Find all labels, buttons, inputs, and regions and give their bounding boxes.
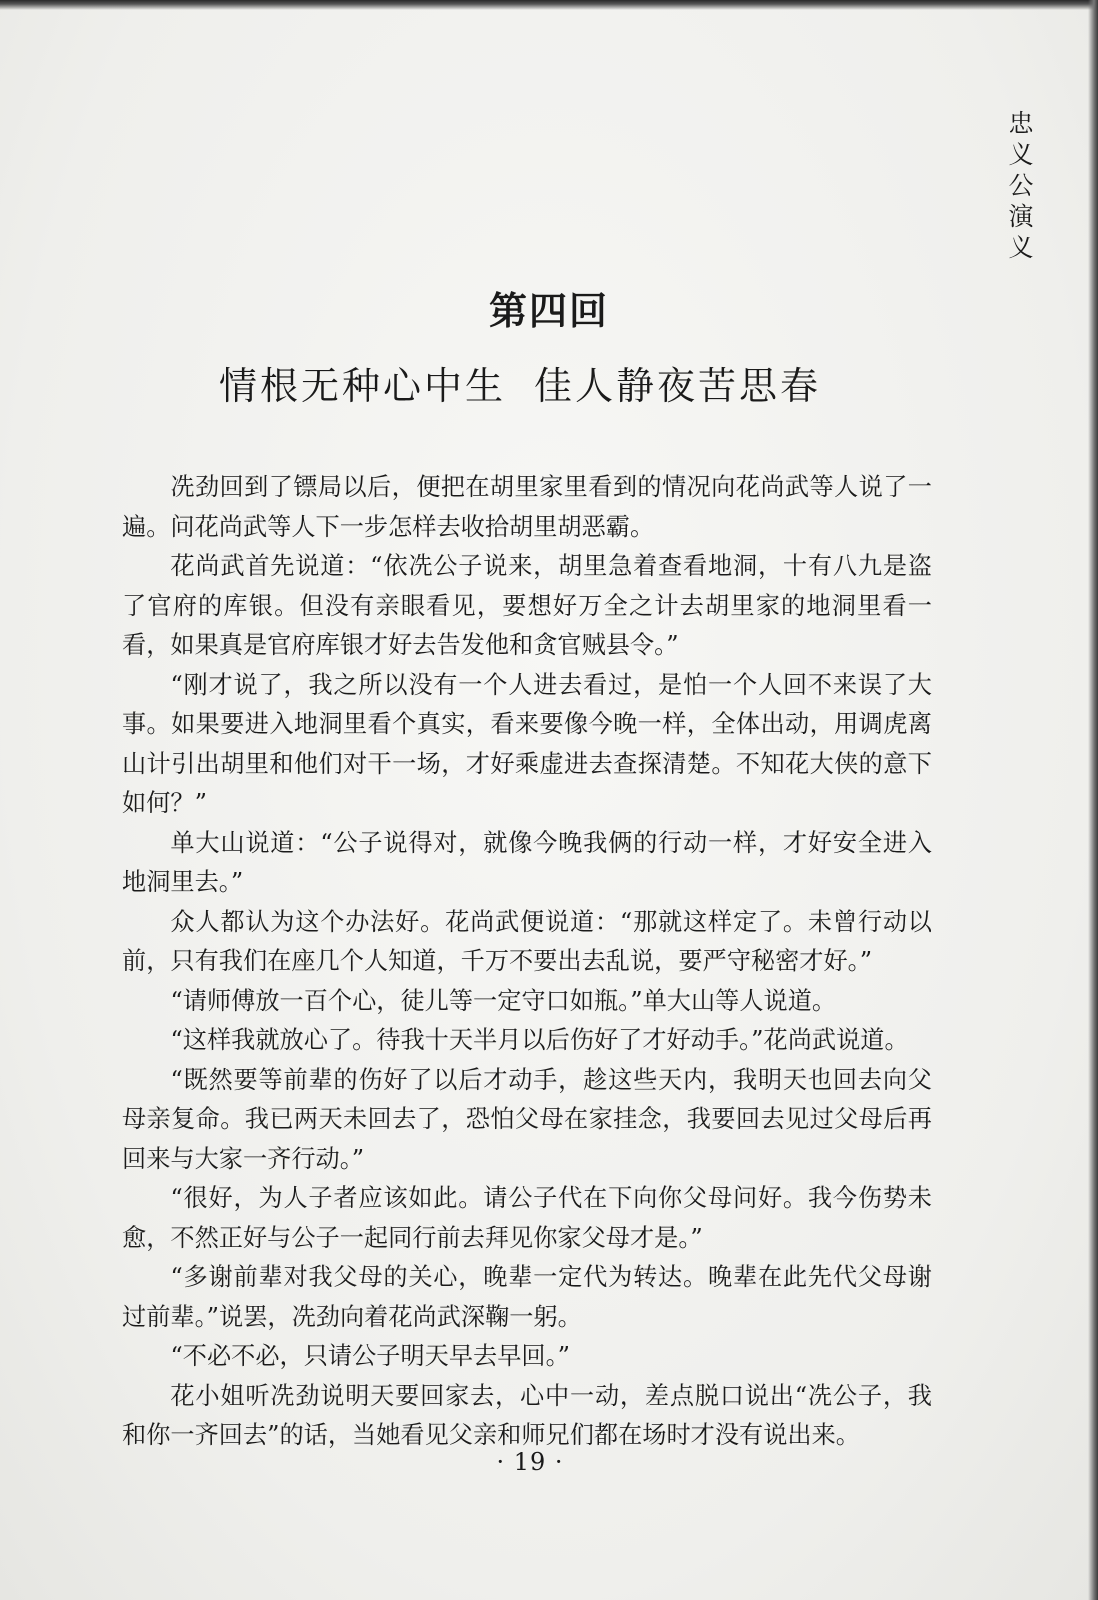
running-head: 忠义公演义 bbox=[1008, 109, 1034, 262]
paragraph: 冼劲回到了镖局以后，便把在胡里家里看到的情况向花尚武等人说了一遍。问花尚武等人下一步怎样去收拾胡里胡恶霸。 bbox=[122, 473, 932, 541]
body-text bbox=[122, 468, 932, 1456]
paragraph: “请师傅放一百个心，徒儿等一定守口如瓶。”单大山等人说道。 bbox=[170, 986, 837, 1015]
page-number: · 19 · bbox=[496, 1448, 564, 1476]
paragraph: “既然要等前辈的伤好了以后才动手，趁这些天内，我明天也回去向父母亲复命。我已两天未回去了，恐怕父母在家挂念，我要回去见过父母后再回来与大家一齐行动。” bbox=[122, 1065, 932, 1173]
chapter-title-part-1: 情根无种心中生 bbox=[218, 364, 506, 408]
paragraph: “多谢前辈对我父母的关心，晚辈一定代为转达。晚辈在此先代父母谢过前辈。”说罢，冼劲向着花尚武深鞠一躬。 bbox=[122, 1263, 932, 1331]
paragraph: “不必不必，只请公子明天早去早回。” bbox=[170, 1342, 571, 1370]
paragraph: 花尚武首先说道：“依冼公子说来，胡里急着查看地洞，十有八九是盗了官府的库银。但没有亲眼看见，要想好万全之计去胡里家的地洞里看一看，如果真是官府库银才好去告发他和贪官贼县令。” bbox=[122, 552, 932, 659]
paragraph: 花小姐听冼劲说明天要回家去，心中一动，差点脱口说出“冼公子，我和你一齐回去”的话，当她看见父亲和师兄们都在场时才没有说出来。 bbox=[122, 1381, 932, 1449]
paragraph: “刚才说了，我之所以没有一个人进去看过，是怕一个人回不来误了大事。如果要进入地洞里看个真实，看来要像今晚一样，全体出动，用调虎离山计引出胡里和他们对干一场，才好乘虚进去查探清楚。不知花大侠的意下如何？” bbox=[122, 670, 932, 817]
chapter-title bbox=[0, 355, 1040, 410]
paragraph: “很好，为人子者应该如此。请公子代在下向你父母问好。我今伤势未愈，不然正好与公子一起同行前去拜见你家父母才是。” bbox=[122, 1184, 932, 1252]
paragraph: 众人都认为这个办法好。花尚武便说道：“那就这样定了。未曾行动以前，只有我们在座几个人知道，千万不要出去乱说，要严守秘密才好。” bbox=[122, 907, 932, 975]
paragraph: 单大山说道：“公子说得对，就像今晚我俩的行动一样，才好安全进入地洞里去。” bbox=[122, 828, 932, 896]
scan-shadow-right bbox=[1088, 0, 1098, 1600]
paragraph: “这样我就放心了。待我十天半月以后伤好了才好动手。”花尚武说道。 bbox=[170, 1026, 909, 1054]
scan-shadow-top bbox=[0, 0, 1098, 10]
chapter-title-part-2: 佳人静夜苦思春 bbox=[534, 364, 822, 408]
chapter-number: 第四回 bbox=[488, 288, 609, 333]
